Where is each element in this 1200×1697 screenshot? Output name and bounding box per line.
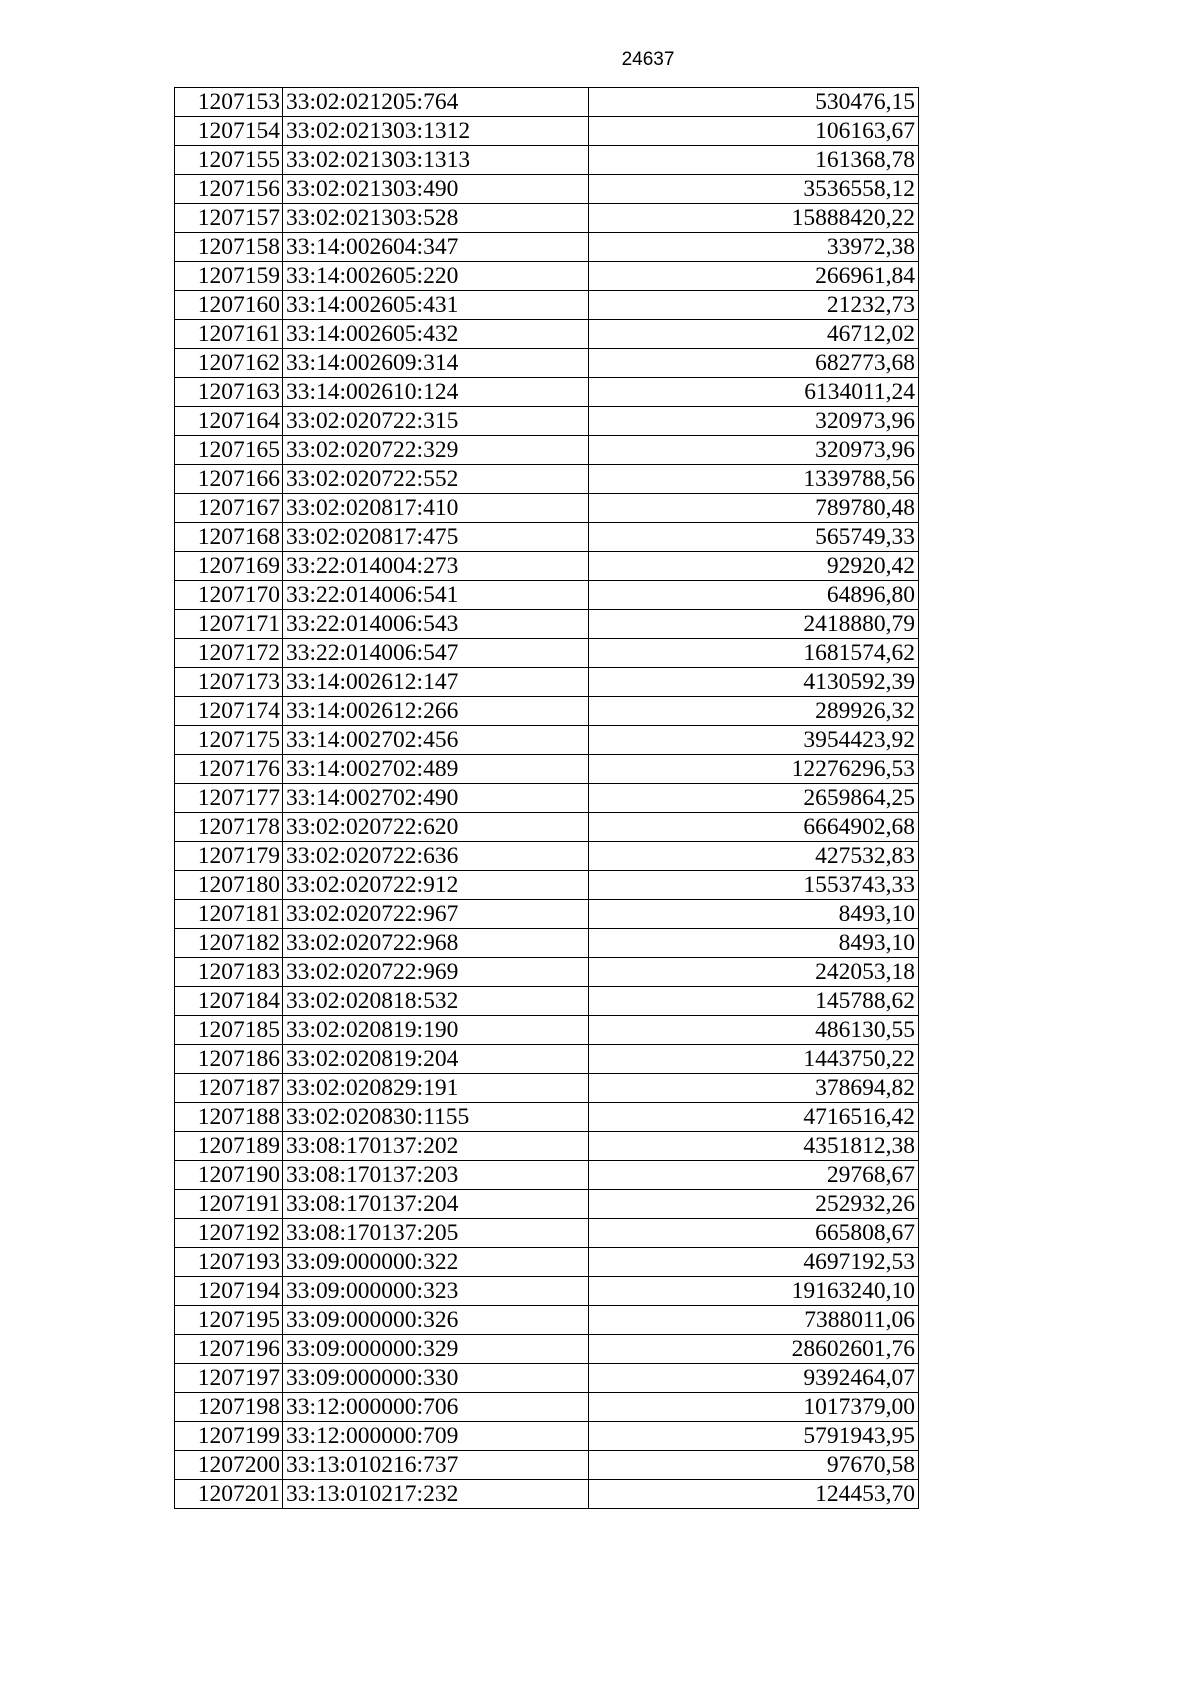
cadastral-number-cell: 33:22:014006:541	[283, 581, 589, 610]
cadastral-value-cell: 124453,70	[589, 1480, 919, 1509]
row-id-cell: 1207194	[175, 1277, 283, 1306]
row-id-cell: 1207175	[175, 726, 283, 755]
cadastral-value-cell: 92920,42	[589, 552, 919, 581]
table-row	[175, 668, 919, 697]
cadastral-value-cell: 8493,10	[589, 900, 919, 929]
table-row	[175, 610, 919, 639]
cadastral-number-cell: 33:02:020817:475	[283, 523, 589, 552]
cadastral-number-cell: 33:14:002605:431	[283, 291, 589, 320]
table-row	[175, 378, 919, 407]
cadastral-number-cell: 33:14:002605:432	[283, 320, 589, 349]
cadastral-value-cell: 486130,55	[589, 1016, 919, 1045]
row-id-cell: 1207167	[175, 494, 283, 523]
cadastral-number-cell: 33:14:002612:147	[283, 668, 589, 697]
table-row	[175, 494, 919, 523]
row-id-cell: 1207181	[175, 900, 283, 929]
cadastral-value-cell: 1339788,56	[589, 465, 919, 494]
cadastral-value-cell: 320973,96	[589, 436, 919, 465]
cadastral-value-cell: 4351812,38	[589, 1132, 919, 1161]
table-row	[175, 291, 919, 320]
cadastral-number-cell: 33:22:014004:273	[283, 552, 589, 581]
cadastral-value-cell: 33972,38	[589, 233, 919, 262]
cadastral-value-cell: 28602601,76	[589, 1335, 919, 1364]
row-id-cell: 1207162	[175, 349, 283, 378]
cadastral-value-cell: 145788,62	[589, 987, 919, 1016]
table-row	[175, 1277, 919, 1306]
table-row	[175, 581, 919, 610]
cadastral-value-cell: 3954423,92	[589, 726, 919, 755]
table-row	[175, 320, 919, 349]
table-row	[175, 117, 919, 146]
cadastral-number-cell: 33:02:020819:204	[283, 1045, 589, 1074]
row-id-cell: 1207179	[175, 842, 283, 871]
table-row	[175, 726, 919, 755]
table-row	[175, 552, 919, 581]
cadastral-number-cell: 33:02:020819:190	[283, 1016, 589, 1045]
table-row	[175, 407, 919, 436]
cadastral-value-cell: 97670,58	[589, 1451, 919, 1480]
row-id-cell: 1207197	[175, 1364, 283, 1393]
page-number: 24637	[621, 49, 675, 70]
table-row	[175, 1248, 919, 1277]
cadastral-number-cell: 33:09:000000:322	[283, 1248, 589, 1277]
table-row	[175, 784, 919, 813]
cadastral-value-cell: 1553743,33	[589, 871, 919, 900]
cadastral-value-cell: 2418880,79	[589, 610, 919, 639]
cadastral-number-cell: 33:08:170137:205	[283, 1219, 589, 1248]
table-row	[175, 1103, 919, 1132]
row-id-cell: 1207161	[175, 320, 283, 349]
table-row	[175, 755, 919, 784]
row-id-cell: 1207188	[175, 1103, 283, 1132]
table-row	[175, 697, 919, 726]
table-row	[175, 1451, 919, 1480]
cadastral-value-cell: 106163,67	[589, 117, 919, 146]
row-id-cell: 1207164	[175, 407, 283, 436]
table-row	[175, 1219, 919, 1248]
table-row	[175, 1364, 919, 1393]
cadastral-value-cell: 64896,80	[589, 581, 919, 610]
cadastral-number-cell: 33:02:020722:968	[283, 929, 589, 958]
cadastral-value-cell: 682773,68	[589, 349, 919, 378]
table-row	[175, 1335, 919, 1364]
table-body	[175, 88, 919, 1509]
row-id-cell: 1207191	[175, 1190, 283, 1219]
table-row	[175, 842, 919, 871]
row-id-cell: 1207182	[175, 929, 283, 958]
table-row	[175, 88, 919, 117]
row-id-cell: 1207157	[175, 204, 283, 233]
row-id-cell: 1207185	[175, 1016, 283, 1045]
table-row	[175, 262, 919, 291]
table-row	[175, 929, 919, 958]
cadastral-value-cell: 46712,02	[589, 320, 919, 349]
cadastral-number-cell: 33:02:020722:329	[283, 436, 589, 465]
cadastral-number-cell: 33:02:020830:1155	[283, 1103, 589, 1132]
row-id-cell: 1207172	[175, 639, 283, 668]
cadastral-number-cell: 33:02:021303:528	[283, 204, 589, 233]
row-id-cell: 1207156	[175, 175, 283, 204]
cadastral-value-cell: 4697192,53	[589, 1248, 919, 1277]
cadastral-number-cell: 33:12:000000:709	[283, 1422, 589, 1451]
cadastral-value-cell: 378694,82	[589, 1074, 919, 1103]
cadastral-number-cell: 33:02:020817:410	[283, 494, 589, 523]
row-id-cell: 1207195	[175, 1306, 283, 1335]
row-id-cell: 1207199	[175, 1422, 283, 1451]
cadastral-number-cell: 33:08:170137:203	[283, 1161, 589, 1190]
cadastral-number-cell: 33:02:020722:912	[283, 871, 589, 900]
row-id-cell: 1207170	[175, 581, 283, 610]
cadastral-value-cell: 289926,32	[589, 697, 919, 726]
table-row	[175, 1480, 919, 1509]
cadastral-number-cell: 33:08:170137:204	[283, 1190, 589, 1219]
row-id-cell: 1207169	[175, 552, 283, 581]
cadastral-number-cell: 33:09:000000:323	[283, 1277, 589, 1306]
row-id-cell: 1207176	[175, 755, 283, 784]
row-id-cell: 1207196	[175, 1335, 283, 1364]
cadastral-number-cell: 33:02:021303:1312	[283, 117, 589, 146]
row-id-cell: 1207166	[175, 465, 283, 494]
cadastral-value-cell: 15888420,22	[589, 204, 919, 233]
cadastral-value-cell: 4130592,39	[589, 668, 919, 697]
cadastral-number-cell: 33:02:020829:191	[283, 1074, 589, 1103]
row-id-cell: 1207178	[175, 813, 283, 842]
cadastral-value-cell: 6664902,68	[589, 813, 919, 842]
table-row	[175, 900, 919, 929]
row-id-cell: 1207193	[175, 1248, 283, 1277]
table-row	[175, 1306, 919, 1335]
cadastral-number-cell: 33:02:020722:552	[283, 465, 589, 494]
cadastral-number-cell: 33:14:002604:347	[283, 233, 589, 262]
table-row	[175, 233, 919, 262]
cadastral-number-cell: 33:02:020722:620	[283, 813, 589, 842]
cadastral-value-cell: 1681574,62	[589, 639, 919, 668]
cadastral-number-cell: 33:14:002610:124	[283, 378, 589, 407]
cadastral-value-cell: 665808,67	[589, 1219, 919, 1248]
table-row	[175, 1016, 919, 1045]
cadastral-value-cell: 6134011,24	[589, 378, 919, 407]
cadastral-number-cell: 33:02:020722:967	[283, 900, 589, 929]
cadastral-number-cell: 33:09:000000:330	[283, 1364, 589, 1393]
cadastral-number-cell: 33:22:014006:547	[283, 639, 589, 668]
row-id-cell: 1207184	[175, 987, 283, 1016]
cadastral-number-cell: 33:02:020722:636	[283, 842, 589, 871]
table-row	[175, 523, 919, 552]
row-id-cell: 1207163	[175, 378, 283, 407]
cadastral-number-cell: 33:12:000000:706	[283, 1393, 589, 1422]
table-row	[175, 1045, 919, 1074]
table-row	[175, 639, 919, 668]
cadastral-number-cell: 33:09:000000:326	[283, 1306, 589, 1335]
cadastral-number-cell: 33:02:021205:764	[283, 88, 589, 117]
table-row	[175, 465, 919, 494]
cadastral-value-cell: 4716516,42	[589, 1103, 919, 1132]
cadastral-number-cell: 33:22:014006:543	[283, 610, 589, 639]
cadastral-value-cell: 1017379,00	[589, 1393, 919, 1422]
cadastral-value-cell: 9392464,07	[589, 1364, 919, 1393]
row-id-cell: 1207154	[175, 117, 283, 146]
cadastral-value-cell: 2659864,25	[589, 784, 919, 813]
cadastral-value-cell: 266961,84	[589, 262, 919, 291]
table-row	[175, 204, 919, 233]
row-id-cell: 1207165	[175, 436, 283, 465]
cadastral-value-cell: 242053,18	[589, 958, 919, 987]
cadastral-value-cell: 3536558,12	[589, 175, 919, 204]
cadastral-number-cell: 33:02:020722:315	[283, 407, 589, 436]
table-row	[175, 1393, 919, 1422]
cadastral-number-cell: 33:02:021303:490	[283, 175, 589, 204]
table-row	[175, 1422, 919, 1451]
row-id-cell: 1207200	[175, 1451, 283, 1480]
table-row	[175, 175, 919, 204]
row-id-cell: 1207153	[175, 88, 283, 117]
row-id-cell: 1207192	[175, 1219, 283, 1248]
table-row	[175, 871, 919, 900]
cadastral-number-cell: 33:08:170137:202	[283, 1132, 589, 1161]
cadastral-value-cell: 252932,26	[589, 1190, 919, 1219]
table-row	[175, 987, 919, 1016]
cadastral-number-cell: 33:02:020818:532	[283, 987, 589, 1016]
row-id-cell: 1207201	[175, 1480, 283, 1509]
row-id-cell: 1207159	[175, 262, 283, 291]
cadastral-value-cell: 12276296,53	[589, 755, 919, 784]
row-id-cell: 1207158	[175, 233, 283, 262]
cadastral-number-cell: 33:14:002605:220	[283, 262, 589, 291]
row-id-cell: 1207174	[175, 697, 283, 726]
cadastral-number-cell: 33:14:002702:456	[283, 726, 589, 755]
cadastral-value-cell: 789780,48	[589, 494, 919, 523]
cadastral-number-cell: 33:14:002609:314	[283, 349, 589, 378]
table-row	[175, 1074, 919, 1103]
table-row	[175, 1161, 919, 1190]
table-row	[175, 349, 919, 378]
row-id-cell: 1207190	[175, 1161, 283, 1190]
cadastral-value-cell: 565749,33	[589, 523, 919, 552]
row-id-cell: 1207160	[175, 291, 283, 320]
cadastral-number-cell: 33:02:021303:1313	[283, 146, 589, 175]
cadastral-value-cell: 161368,78	[589, 146, 919, 175]
cadastral-value-cell: 427532,83	[589, 842, 919, 871]
cadastral-number-cell: 33:09:000000:329	[283, 1335, 589, 1364]
row-id-cell: 1207177	[175, 784, 283, 813]
row-id-cell: 1207198	[175, 1393, 283, 1422]
cadastral-number-cell: 33:13:010216:737	[283, 1451, 589, 1480]
row-id-cell: 1207189	[175, 1132, 283, 1161]
row-id-cell: 1207183	[175, 958, 283, 987]
cadastral-value-cell: 320973,96	[589, 407, 919, 436]
row-id-cell: 1207171	[175, 610, 283, 639]
row-id-cell: 1207187	[175, 1074, 283, 1103]
cadastral-number-cell: 33:14:002702:490	[283, 784, 589, 813]
cadastral-value-cell: 1443750,22	[589, 1045, 919, 1074]
table-row	[175, 1132, 919, 1161]
table-row	[175, 146, 919, 175]
cadastral-value-cell: 29768,67	[589, 1161, 919, 1190]
cadastral-value-cell: 530476,15	[589, 88, 919, 117]
row-id-cell: 1207180	[175, 871, 283, 900]
table-row	[175, 958, 919, 987]
row-id-cell: 1207173	[175, 668, 283, 697]
cadastral-number-cell: 33:14:002702:489	[283, 755, 589, 784]
cadastral-value-cell: 19163240,10	[589, 1277, 919, 1306]
row-id-cell: 1207186	[175, 1045, 283, 1074]
row-id-cell: 1207155	[175, 146, 283, 175]
table-row	[175, 1190, 919, 1219]
cadastral-value-cell: 5791943,95	[589, 1422, 919, 1451]
cadastral-number-cell: 33:02:020722:969	[283, 958, 589, 987]
cadastral-value-cell: 8493,10	[589, 929, 919, 958]
cadastral-value-cell: 7388011,06	[589, 1306, 919, 1335]
cadastral-number-cell: 33:13:010217:232	[283, 1480, 589, 1509]
table-row	[175, 813, 919, 842]
table-row	[175, 436, 919, 465]
cadastral-value-table	[174, 87, 919, 1509]
cadastral-value-cell: 21232,73	[589, 291, 919, 320]
cadastral-number-cell: 33:14:002612:266	[283, 697, 589, 726]
row-id-cell: 1207168	[175, 523, 283, 552]
